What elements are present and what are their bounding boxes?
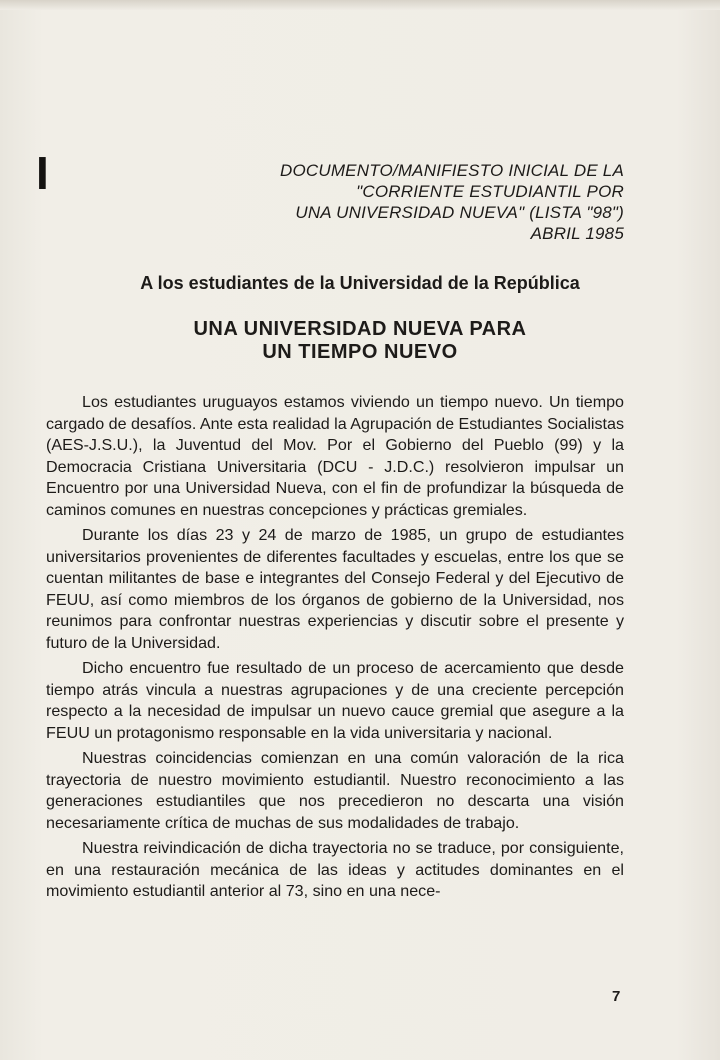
heading-line: DOCUMENTO/MANIFIESTO INICIAL DE LA xyxy=(279,161,624,180)
title xyxy=(0,318,720,364)
paragraph: Dicho encuentro fue resultado de un proceso de acercamiento que desde tiempo atrás vincula a nuestras agrupaciones y de una creciente percepción respecto a la necesidad de impulsar un nuevo cauce gremial que asegure a la FEUU un protagonismo responsable en la vida universitaria y nacional. xyxy=(46,659,624,742)
body-text xyxy=(46,392,624,907)
heading-line: ABRIL 1985 xyxy=(530,224,624,243)
page-edge-shadow xyxy=(0,0,720,10)
heading-line: UNA UNIVERSIDAD NUEVA" (LISTA "98") xyxy=(295,203,624,222)
document-heading xyxy=(184,160,624,244)
title-line: UNA UNIVERSIDAD NUEVA PARA xyxy=(193,318,527,340)
paragraph: Durante los días 23 y 24 de marzo de 1985, un grupo de estudiantes universitarios provenientes de diferentes facultades y escuelas, entre los que se cuentan militantes de base e integrantes del Consejo Federal y del Ejecutivo de FEUU, así como miembros de los órganos de gobierno de la Universidad, nos reunimos para confrontar nuestras experiencias y discutir sobre el presente y futuro de la Universidad. xyxy=(46,526,624,652)
paragraph: Los estudiantes uruguayos estamos viviendo un tiempo nuevo. Un tiempo cargado de desafíos. Ante esta realidad la Agrupación de Estudiantes Socialistas (AES-J.S.U.), la Juventud del Mov. Por el Gobierno del Pueblo (99) y la Democracia Cristiana Universitaria (DCU - J.D.C.) resolvieron impulsar un Encuentro por una Universidad Nueva, con el fin de profundizar la búsqueda de caminos comunes en nuestras concepciones y prácticas gremiales. xyxy=(46,393,624,519)
paragraph: Nuestras coincidencias comienzan en una común valoración de la rica trayectoria de nuestro movimiento estudiantil. Nuestro reconocimiento a las generaciones estudiantiles que nos precedieron no descarta una visión necesariamente crítica de muchas de sus modalidades de trabajo. xyxy=(46,749,624,832)
subtitle: A los estudiantes de la Universidad de la República xyxy=(140,273,580,293)
title-line: UN TIEMPO NUEVO xyxy=(262,341,458,363)
chapter-number: I xyxy=(36,147,49,199)
heading-line: "CORRIENTE ESTUDIANTIL POR xyxy=(356,182,624,201)
paragraph: Nuestra reivindicación de dicha trayectoria no se traduce, por consiguiente, en una restauración mecánica de las ideas y actitudes dominantes en el movimiento estudiantil anterior al 73, sino en una nece- xyxy=(46,839,624,900)
page-number: 7 xyxy=(612,988,621,1005)
